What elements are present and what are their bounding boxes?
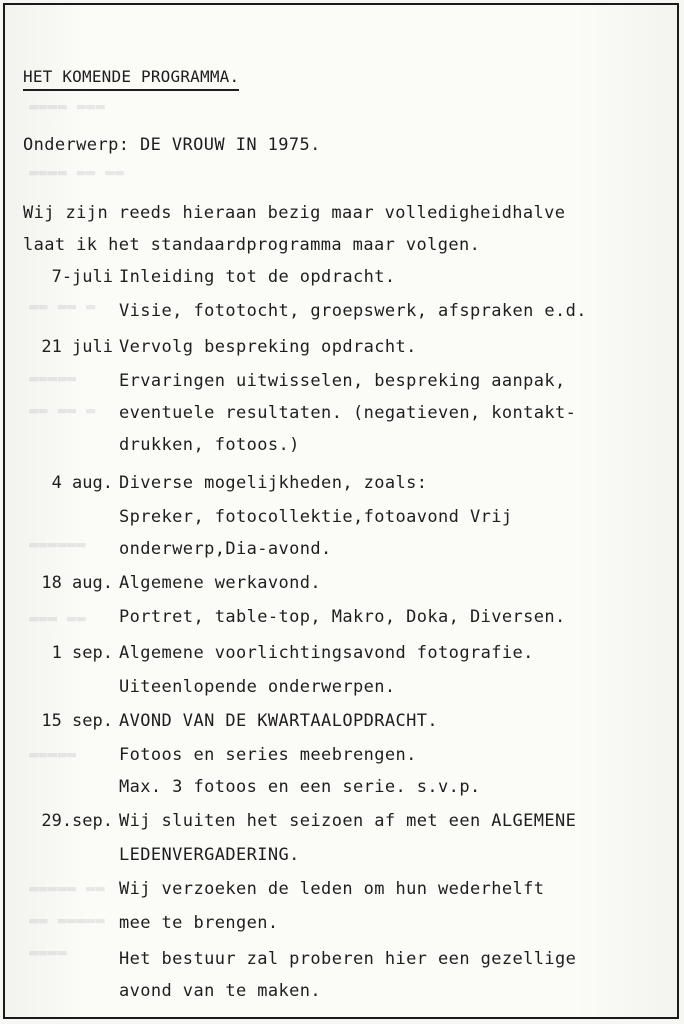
bleed-through-shadow: ▬▬ ▬▬ ▬ — [29, 401, 96, 419]
entry-line: Spreker, fotocollektie,fotoavond Vrij — [119, 507, 513, 527]
entry-line: mee te brengen. — [119, 913, 279, 933]
entry-line: Visie, fototocht, groepswerk, afspraken e.d. — [119, 301, 587, 321]
entry-date: 1 sep. — [51, 643, 113, 663]
entry-line: Het bestuur zal proberen hier een gezellige — [119, 949, 577, 969]
entry-line: Ervaringen uitwisselen, bespreking aanpak, — [119, 371, 566, 391]
entry-line: eventuele resultaten. (negatieven, kontakt- — [119, 403, 577, 423]
entry-line: drukken, fotoos.) — [119, 435, 300, 455]
intro-line: laat ik het standaardprogramma maar volgen. — [23, 235, 481, 255]
entry-line: avond van te maken. — [119, 981, 322, 1001]
entry-line: Vervolg bespreking opdracht. — [119, 337, 417, 357]
bleed-through-shadow: ▬▬▬▬ ▬▬▬ — [29, 97, 106, 115]
entry-line: LEDENVERGADERING. — [119, 845, 300, 865]
entry-line: Inleiding tot de opdracht. — [119, 267, 396, 287]
typed-page — [3, 3, 679, 1019]
page-title: HET KOMENDE PROGRAMMA. — [23, 67, 239, 91]
entry-line: Algemene werkavond. — [119, 573, 322, 593]
bleed-through-shadow: ▬▬▬▬ — [29, 943, 68, 961]
entry-line: Uiteenlopende onderwerpen. — [119, 677, 396, 697]
entry-date: 15 sep. — [41, 711, 113, 731]
entry-date: 4 aug. — [51, 473, 113, 493]
bleed-through-shadow: ▬▬ ▬▬ ▬ — [29, 297, 96, 315]
entry-date: 7-juli — [51, 267, 113, 287]
entry-line: Diverse mogelijkheden, zoals: — [119, 473, 428, 493]
bleed-through-shadow: ▬▬▬▬▬ ▬▬ — [29, 879, 106, 897]
entry-line: Wij verzoeken de leden om hun wederhelft — [119, 879, 545, 899]
entry-line: Wij sluiten het seizoen af met een ALGEMENE — [119, 811, 577, 831]
entry-line: AVOND VAN DE KWARTAALOPDRACHT. — [119, 711, 439, 731]
entry-date: 21 juli — [41, 337, 113, 357]
entry-line: Algemene voorlichtingsavond fotografie. — [119, 643, 534, 663]
entry-date: 29.sep. — [41, 811, 113, 831]
subject-line: Onderwerp: DE VROUW IN 1975. — [23, 135, 321, 155]
bleed-through-shadow: ▬▬▬▬▬ — [29, 745, 77, 763]
bleed-through-shadow: ▬▬▬▬▬▬ — [29, 535, 87, 553]
entry-line: Portret, table-top, Makro, Doka, Diversen. — [119, 607, 566, 627]
bleed-through-shadow: ▬▬▬ ▬▬ — [29, 609, 87, 627]
bleed-through-shadow: ▬▬▬▬ ▬▬ ▬▬ — [29, 163, 125, 181]
intro-line: Wij zijn reeds hieraan bezig maar volledigheidhalve — [23, 203, 566, 223]
bleed-through-shadow: ▬▬ ▬▬▬▬▬ — [29, 911, 106, 929]
entry-line: Fotoos en series meebrengen. — [119, 745, 417, 765]
bleed-through-shadow: ▬▬▬▬▬ — [29, 369, 77, 387]
entry-line: Max. 3 fotoos en een serie. s.v.p. — [119, 777, 481, 797]
entry-line: onderwerp,Dia-avond. — [119, 539, 332, 559]
entry-date: 18 aug. — [41, 573, 113, 593]
